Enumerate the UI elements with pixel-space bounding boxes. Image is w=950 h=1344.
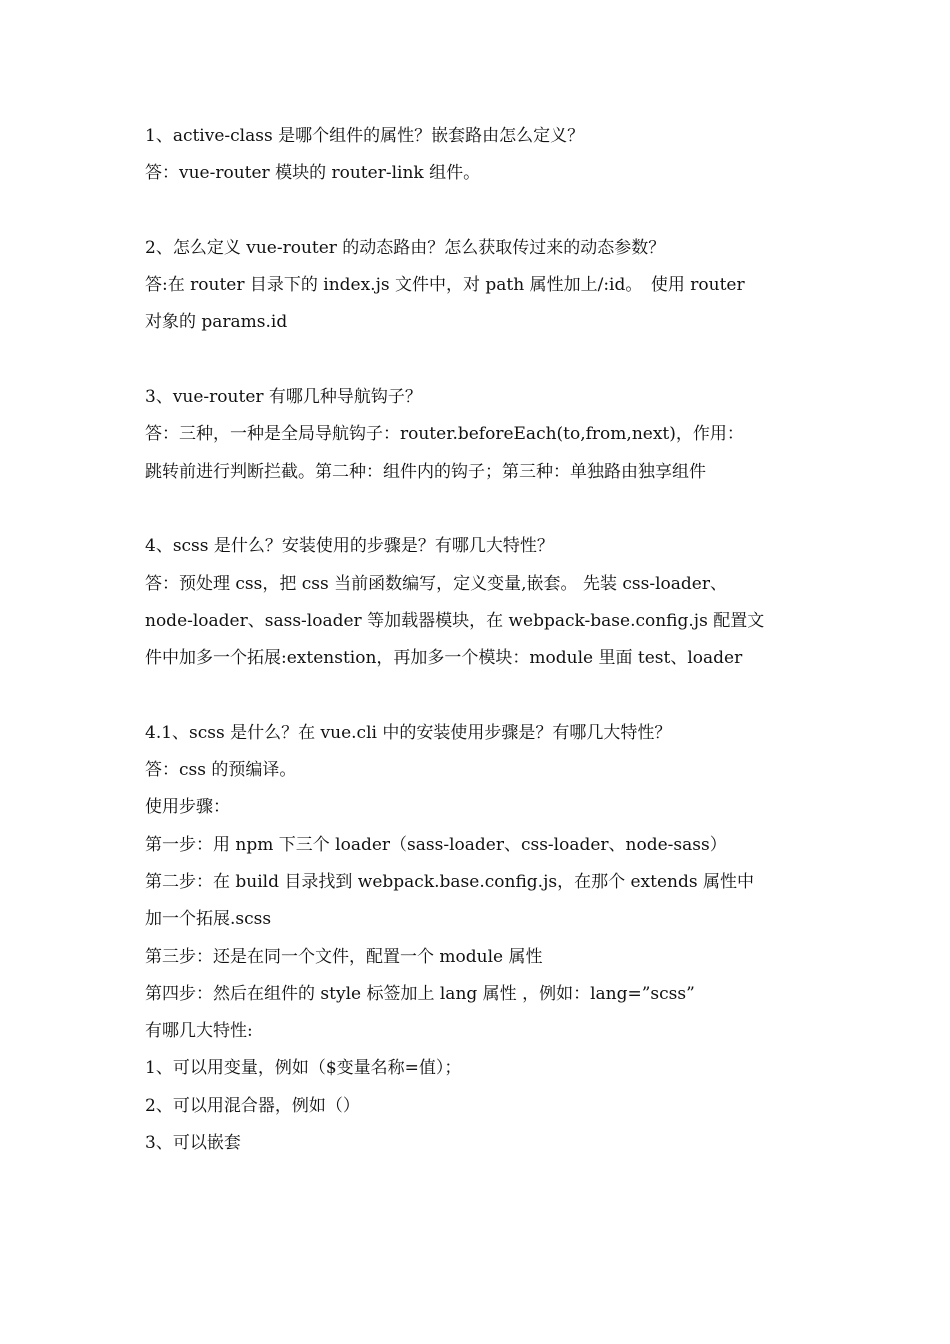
paragraph-gap — [145, 677, 825, 714]
feature-1: 1、可以用变量，例如（$变量名称=值）； — [145, 1058, 462, 1079]
answer-3-line-1: 答：三种，一种是全局导航钩子：router.beforeEach(to,from,next)，作用： — [145, 424, 744, 445]
question-3-title: 3、vue-router 有哪几种导航钩子？ — [145, 387, 422, 408]
question-4-1-title: 4.1、scss 是什么？在 vue.cli 中的安装使用步骤是？有哪几大特性？ — [145, 722, 672, 743]
paragraph-gap — [145, 342, 825, 379]
answer-2-line-2: 对象的 params.id — [145, 312, 288, 333]
answer-4-line-1: 答：预处理 css，把 css 当前函数编写，定义变量,嵌套。 先装 css-loader、 — [145, 573, 727, 594]
feature-3: 3、可以嵌套 — [145, 1133, 241, 1154]
paragraph-gap — [145, 193, 825, 230]
answer-1: 答：vue-router 模块的 router-link 组件。 — [145, 163, 481, 184]
document-content — [145, 118, 825, 1162]
step-1: 第一步：用 npm 下三个 loader（sass-loader、css-loader、node-sass） — [145, 834, 727, 855]
step-2-line-1: 第二步：在 build 目录找到 webpack.base.config.js，在那个 extends 属性中 — [145, 871, 754, 892]
feature-2: 2、可以用混合器，例如（） — [145, 1095, 360, 1116]
answer-4-line-2: node-loader、sass-loader 等加载器模块，在 webpack-base.config.js 配置文 — [145, 610, 765, 631]
step-2-line-2: 加一个拓展.scss — [145, 909, 272, 930]
answer-4-1: 答：css 的预编译。 — [145, 760, 297, 781]
question-4-title: 4、scss 是什么？安装使用的步骤是？有哪几大特性？ — [145, 536, 554, 557]
answer-2-line-1: 答:在 router 目录下的 index.js 文件中，对 path 属性加上/:id。 使用 router — [145, 275, 745, 296]
question-2-title: 2、怎么定义 vue-router 的动态路由？怎么获取传过来的动态参数？ — [145, 237, 666, 258]
paragraph-gap — [145, 491, 825, 528]
step-4: 第四步：然后在组件的 style 标签加上 lang 属性 ，例如：lang=”scss” — [145, 983, 695, 1004]
answer-3-line-2: 跳转前进行判断拦截。第二种：组件内的钩子；第三种：单独路由独享组件 — [145, 461, 706, 482]
question-1-title: 1、active-class 是哪个组件的属性？嵌套路由怎么定义？ — [145, 126, 585, 146]
step-3: 第三步：还是在同一个文件，配置一个 module 属性 — [145, 946, 543, 967]
features-heading: 有哪几大特性: — [145, 1021, 253, 1042]
answer-4-line-3: 件中加多一个拓展:extenstion，再加多一个模块：module 里面 test、loader — [145, 648, 743, 669]
usage-steps-heading: 使用步骤： — [145, 797, 230, 818]
